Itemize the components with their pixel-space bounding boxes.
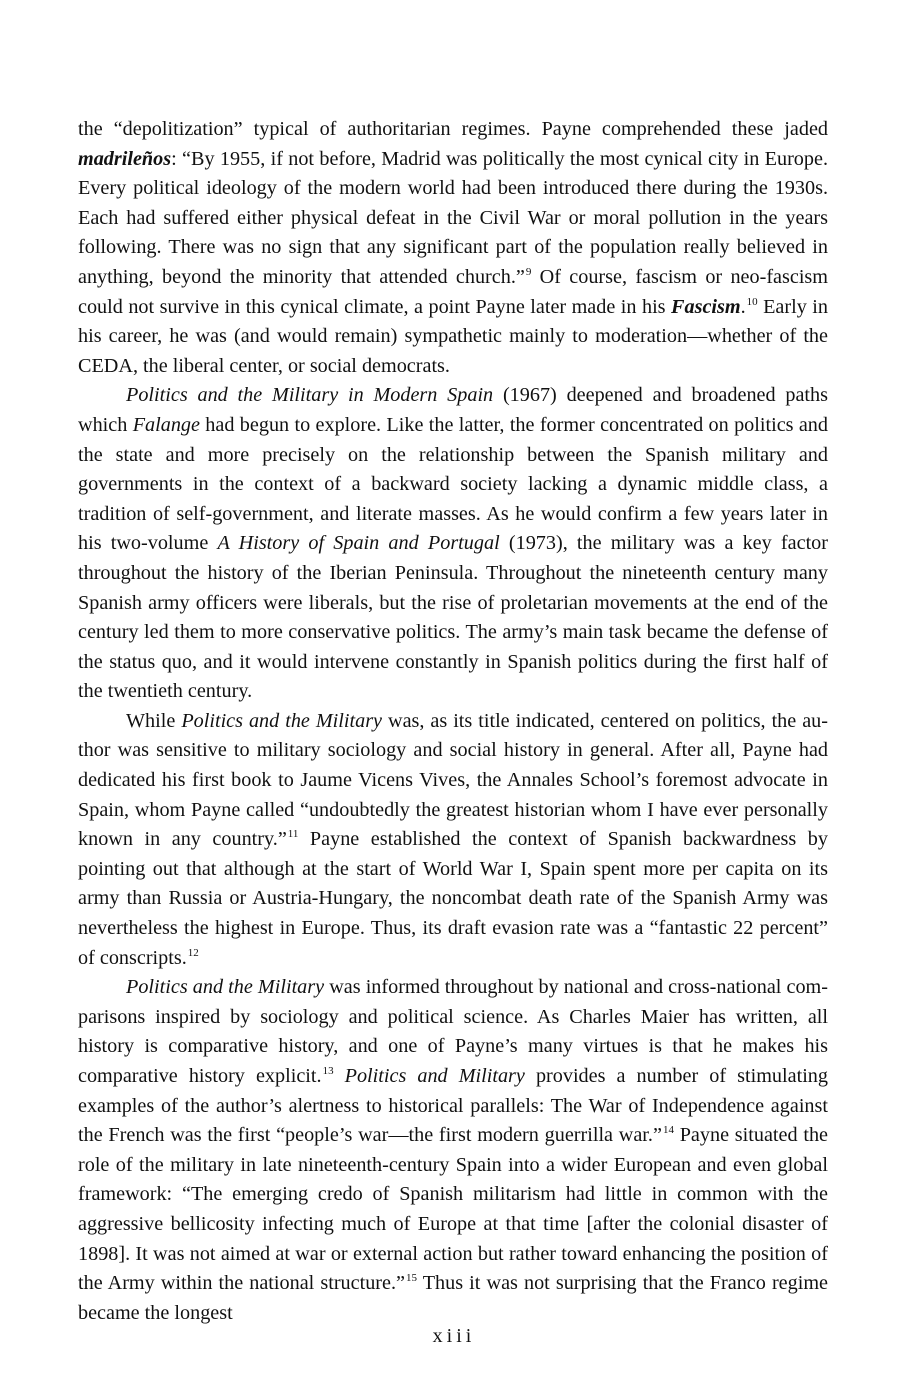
text-run: provides a number of stimulating examples of the author’s alertness to historical parallels: The War of Independence against the French was the first “people’s war—the first modern guerrilla war.” bbox=[78, 1065, 828, 1147]
footnote-marker: 11 bbox=[287, 828, 299, 841]
page-body bbox=[78, 115, 828, 1328]
text-run: had begun to explore. Like the latter, the former concentrated on politics and the state and more precisely on the relationship between the Spanish military and governments in the context of a backward society lacking a dynamic middle class, a tradition of self-government, and literate masses. As he would confirm a few years later in his two-volume bbox=[78, 413, 828, 555]
footnote-marker: 9 bbox=[525, 265, 532, 278]
italic-title: A History of Spain and Portugal bbox=[217, 532, 500, 555]
text-run: . bbox=[740, 295, 746, 318]
footnote-marker: 12 bbox=[187, 946, 199, 959]
paragraph bbox=[78, 973, 828, 1328]
italic-title: Politics and the Military in Modern Spain bbox=[126, 384, 494, 407]
italic-title: Politics and the Military bbox=[181, 709, 383, 732]
text-run: Early in his career, he was (and would remain) sympathetic mainly to moderation—whether of the CEDA, the liberal center, or social democrats. bbox=[78, 295, 829, 377]
text-run: While bbox=[126, 709, 182, 732]
italic-title: Politics and Military bbox=[344, 1065, 525, 1087]
paragraph bbox=[78, 707, 828, 973]
footnote-marker: 14 bbox=[662, 1124, 674, 1137]
text-run: Of course, fascism or neo-fascism could not survive in this cynical climate, a point Payne later made in his bbox=[78, 265, 828, 318]
text-run bbox=[334, 1065, 345, 1087]
footnote-marker: 13 bbox=[322, 1065, 334, 1077]
text-run: Payne established the context of Spanish backwardness by pointing out that although at the start of World War I, Spain spent more per capita on its army than Russia or Austria-Hungary, the noncombat death rate of the Spanish Army was nevertheless the highest in Europe. Thus, its draft evasion rate was a “fantastic 22 percent” of conscripts. bbox=[78, 828, 828, 969]
text-run: was, as its title indicated, centered on politics, the author was sensitive to military sociology and social history in general. After all, Payne had dedicated his first book to Jaume Vicens Vives, the Annales School’s foremost advocate in Spain, whom Payne called “undoubtedly the greatest historian whom I have ever personally known in any country.” bbox=[78, 709, 828, 851]
text-run: (1967) deepened and broadened paths which bbox=[78, 384, 828, 436]
italic-title: Politics and the Military bbox=[126, 976, 325, 999]
italic-title: Fascism bbox=[671, 295, 741, 318]
italic-title: madrileños bbox=[78, 147, 172, 170]
text-run: Thus it was not surprising that the Franco regime became the longest bbox=[78, 1272, 828, 1324]
paragraph bbox=[78, 115, 828, 381]
paragraph bbox=[78, 381, 828, 707]
page-number: xiii bbox=[432, 1325, 476, 1347]
text-run: the “depolitization” typical of authoritarian regimes. Payne comprehended these jaded bbox=[78, 118, 828, 140]
text-run: : “By 1955, if not before, Madrid was politically the most cynical city in Europe. Every political ideology of the modern world had been introduced there during the 1930s. Each had suffered either physical defeat in the Civil War or moral pollution in the years following. There was no sign that any significant part of the population really believed in anything, beyond the minority that attended church.” bbox=[78, 147, 828, 288]
text-run: Payne situated the role of the military in late nineteenth-century Spain into a wider European and even global framework: “The emerging credo of Spanish militarism had little in common with the aggressive bellicosity infecting much of Europe at that time [after the colonial disaster of 1898]. It was not aimed at war or external action but rather toward enhancing the position of the Army within the national structure.” bbox=[78, 1124, 828, 1295]
footnote-marker: 10 bbox=[746, 295, 758, 308]
text-run: was informed throughout by national and cross-national comparisons inspired by sociology and political science. As Charles Maier has written, all history is comparative history, and one of Payne’s many virtues is that he makes his comparative history explicit. bbox=[78, 976, 828, 1087]
italic-title: Falange bbox=[132, 413, 200, 436]
footnote-marker: 15 bbox=[406, 1272, 417, 1285]
text-run: (1973), the military was a key factor throughout the history of the Iberian Peninsula. Throughout the nineteenth century many Spanish army officers were liberals, but the rise of proletarian movements at the end of the century led them to more conservative politics. The army’s main task became the defense of the status quo, and it would intervene constantly in Spanish politics during the first half of the twentieth century. bbox=[78, 532, 828, 703]
